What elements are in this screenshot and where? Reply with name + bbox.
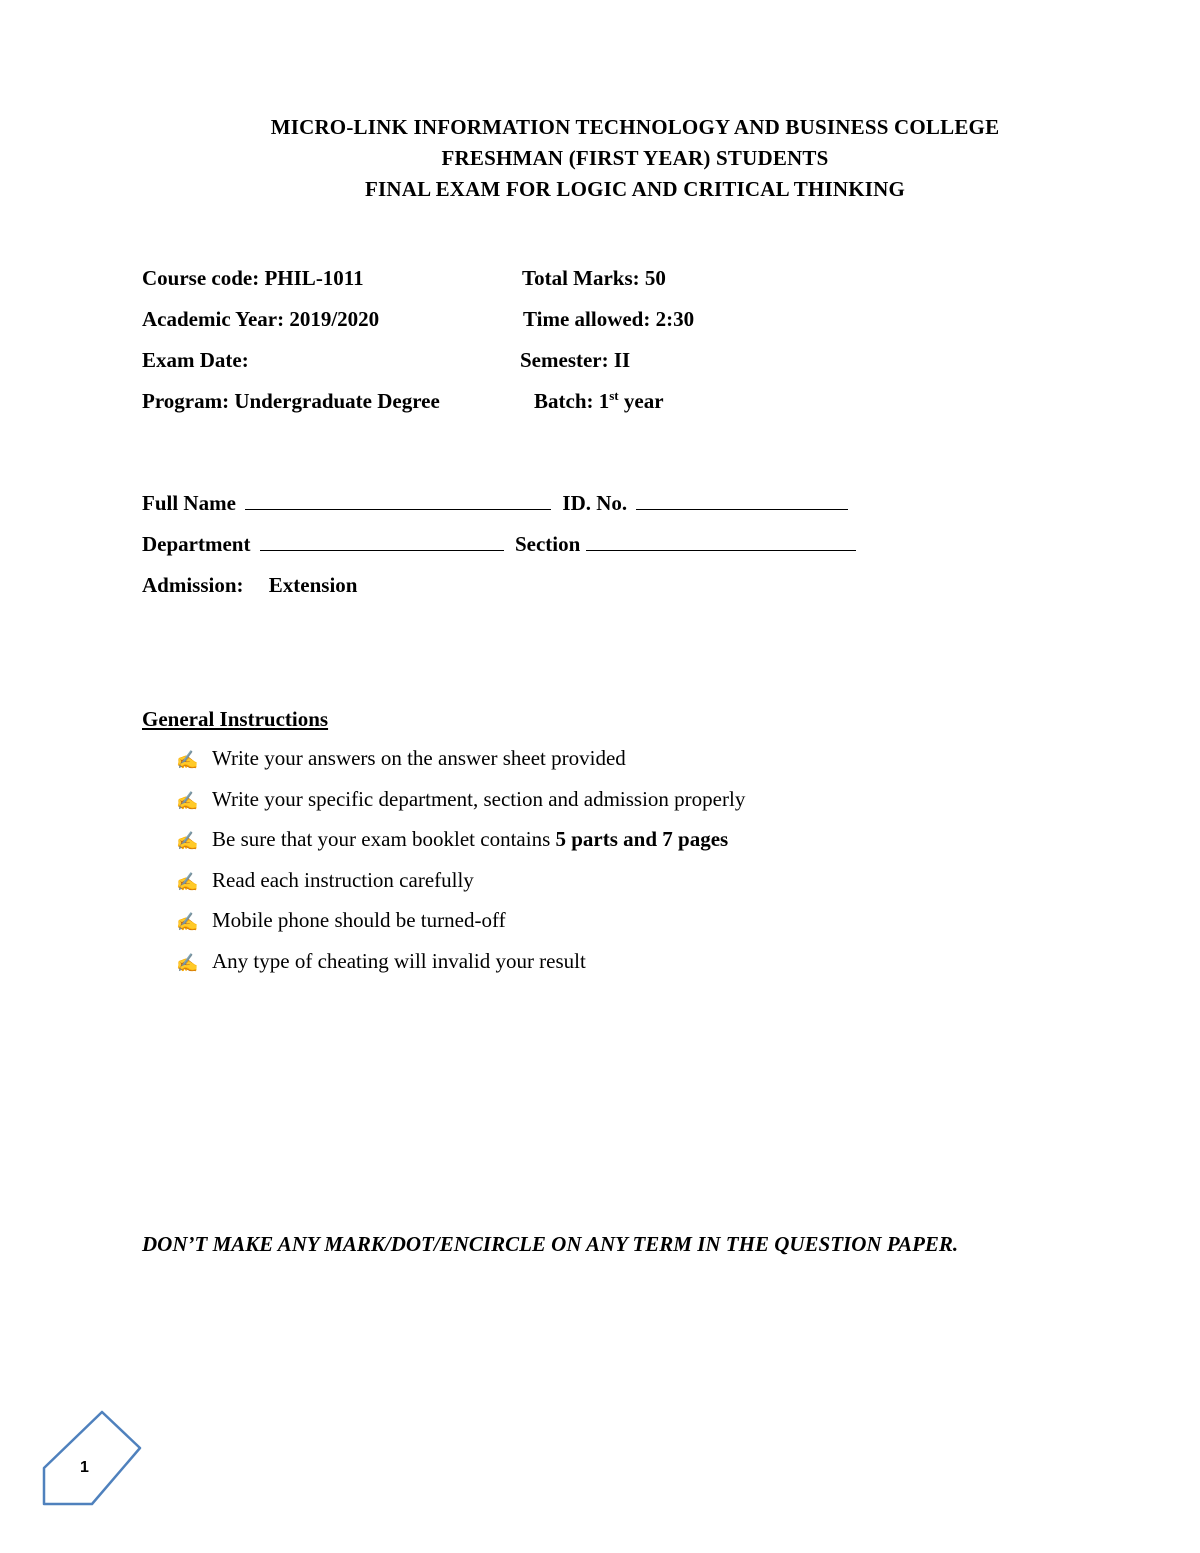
exam-date: Exam Date: [142, 348, 249, 372]
admission-label: Admission: [142, 573, 244, 597]
exam-info-block [142, 266, 842, 430]
academic-year: Academic Year: 2019/2020 [142, 307, 380, 331]
writing-hand-icon: ✍ [176, 912, 199, 933]
list-item: ✍ Read each instruction carefully [176, 868, 745, 909]
page-number-badge-icon [40, 1408, 144, 1512]
department-label: Department [142, 532, 251, 556]
instructions-title: General Instructions [142, 707, 329, 731]
course-code: Course code: PHIL-1011 [142, 266, 364, 290]
writing-hand-icon: ✍ [176, 790, 199, 811]
list-item: ✍ Any type of cheating will invalid your result [176, 949, 745, 990]
student-fields [142, 491, 902, 614]
admission-value: Extension [268, 573, 358, 597]
list-item: ✍ Be sure that your exam booklet contains 5 parts and 7 pages [176, 827, 745, 868]
writing-hand-icon: ✍ [176, 871, 199, 892]
full-name-label: Full Name [142, 491, 236, 515]
writing-hand-icon: ✍ [176, 750, 199, 770]
warning-notice: DON’T MAKE ANY MARK/DOT/ENCIRCLE ON ANY TERM IN THE QUESTION PAPER. [142, 1232, 959, 1256]
instructions-list [176, 746, 745, 990]
exam-title: FINAL EXAM FOR LOGIC AND CRITICAL THINKING [364, 177, 906, 201]
department-field[interactable] [260, 532, 504, 551]
list-item: ✍ Mobile phone should be turned-off [176, 908, 745, 949]
college-name: MICRO-LINK INFORMATION TECHNOLOGY AND BUSINESS COLLEGE [270, 115, 1000, 139]
list-item: ✍ Write your specific department, section and admission properly [176, 787, 745, 828]
student-group: FRESHMAN (FIRST YEAR) STUDENTS [441, 146, 829, 170]
batch: Batch: 1st year [534, 388, 664, 413]
list-item: ✍ Write your answers on the answer sheet provided [176, 746, 745, 787]
section-label: Section [514, 532, 581, 556]
program: Program: Undergraduate Degree [142, 389, 440, 413]
full-name-field[interactable] [245, 491, 551, 510]
semester: Semester: II [520, 348, 631, 372]
writing-hand-icon: ✍ [176, 952, 199, 973]
section-field[interactable] [586, 532, 856, 551]
time-allowed: Time allowed: 2:30 [523, 307, 695, 331]
college-header [0, 112, 1200, 205]
writing-hand-icon: ✍ [176, 831, 199, 852]
total-marks: Total Marks: 50 [522, 266, 666, 290]
id-no-field[interactable] [636, 491, 848, 510]
page-number: 1 [80, 1459, 89, 1476]
id-no-label: ID. No. [562, 491, 628, 515]
